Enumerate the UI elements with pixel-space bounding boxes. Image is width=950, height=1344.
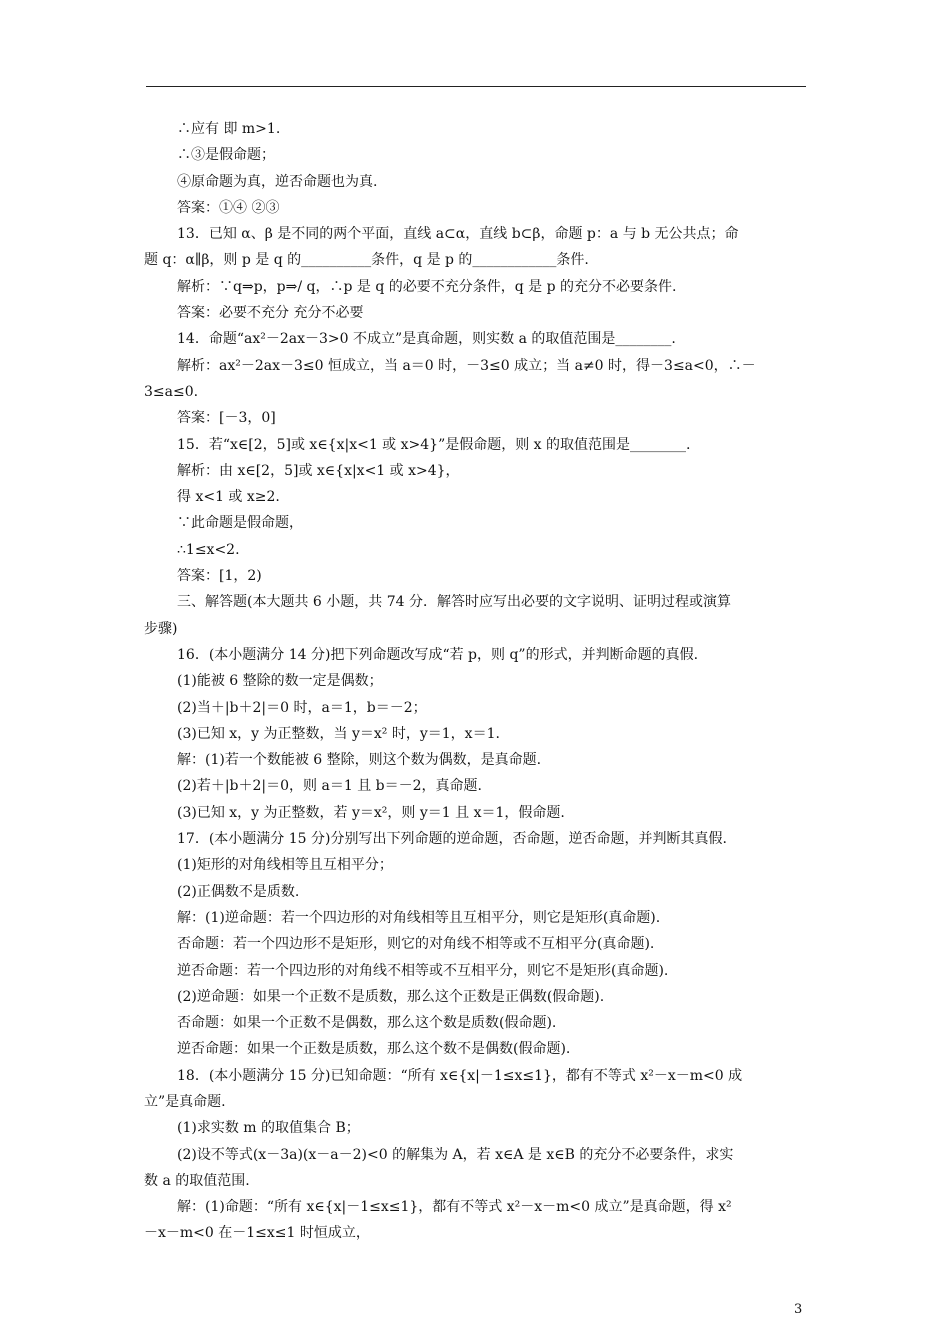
text-line: (3)已知 x，y 为正整数，当 y＝x² 时，y＝1，x＝1.	[177, 725, 500, 742]
text-line: 解：(1)逆命题：若一个四边形的对角线相等且互相平分，则它是矩形(真命题).	[177, 909, 661, 926]
text-line: 14．命题“ax²－2ax－3>0 不成立”是真命题，则实数 a 的取值范围是________.	[177, 331, 676, 348]
text-line: 15．若“x∈[2，5]或 x∈{x|x<1 或 x>4}”是假命题，则 x 的取值范围是________.	[177, 436, 691, 453]
text-line: －x－m<0 在－1≤x≤1 时恒成立，	[144, 1225, 370, 1242]
text-line: 13．已知 α、β 是不同的两个平面，直线 a⊂α，直线 b⊂β，命题 p：a 与 b 无公共点；命	[177, 226, 739, 243]
text-line: (2)逆命题：如果一个正数不是质数，那么这个正数是正偶数(假命题).	[177, 988, 605, 1005]
text-line: (2)若＋|b＋2|＝0，则 a＝1 且 b＝－2，真命题.	[177, 778, 482, 795]
text-line: 逆否命题：如果一个正数是质数，那么这个数不是偶数(假命题).	[177, 1041, 571, 1058]
text-line: 三、解答题(本大题共 6 小题，共 74 分．解答时应写出必要的文字说明、证明过程或演算	[177, 594, 731, 611]
text-line: 17．(本小题满分 15 分)分别写出下列命题的逆命题，否命题，逆否命题，并判断其真假.	[177, 831, 727, 848]
text-line: 答案：[1，2)	[177, 568, 262, 585]
text-line: 否命题：若一个四边形不是矩形，则它的对角线不相等或不互相平分(真命题).	[177, 936, 655, 953]
text-line: (1)矩形的对角线相等且互相平分；	[177, 857, 393, 874]
text-line: 18．(本小题满分 15 分)已知命题：“所有 x∈{x|－1≤x≤1}，都有不等式 x²－x－m<0 成	[177, 1067, 743, 1084]
text-line: 答案：[－3，0]	[177, 410, 276, 427]
text-line: (2)正偶数不是质数.	[177, 883, 300, 900]
text-line: ∴③是假命题；	[177, 147, 275, 164]
text-line: (3)已知 x，y 为正整数，若 y＝x²，则 y＝1 且 x＝1，假命题.	[177, 804, 565, 821]
text-line: ∴1≤x<2.	[177, 541, 240, 558]
text-line: ∴应有 即 m>1.	[177, 121, 281, 137]
text-line: ④原命题为真，逆否命题也为真.	[177, 173, 378, 190]
text-line: 数 a 的取值范围.	[144, 1172, 250, 1189]
text-line: (2)设不等式(x－3a)(x－a－2)<0 的解集为 A，若 x∈A 是 x∈B 的充分不必要条件，求实	[177, 1146, 734, 1163]
text-line: 得 x<1 或 x≥2.	[177, 489, 280, 506]
text-line: (1)求实数 m 的取值集合 B；	[177, 1120, 360, 1137]
text-line: 否命题：如果一个正数不是偶数，那么这个数是质数(假命题).	[177, 1015, 557, 1032]
text-line: ∵此命题是假命题，	[177, 515, 303, 532]
text-line: 步骤)	[144, 620, 178, 637]
text-line: 解：(1)命题：“所有 x∈{x|－1≤x≤1}，都有不等式 x²－x－m<0 成立”是真命题，得 x²	[177, 1199, 732, 1216]
text-line: 解：(1)若一个数能被 6 整除，则这个数为偶数，是真命题.	[177, 752, 542, 769]
text-line: 答案：①④ ②③	[177, 199, 280, 216]
document-body	[144, 116, 808, 1247]
text-line: 3≤a≤0.	[144, 383, 199, 400]
text-line: 解析：ax²－2ax－3≤0 恒成立，当 a＝0 时，－3≤0 成立；当 a≠0 时，得－3≤a<0，∴－	[177, 357, 756, 374]
text-line: 答案：必要不充分 充分不必要	[177, 305, 364, 322]
header-rule	[146, 86, 806, 87]
text-line: (2)当＋|b＋2|＝0 时，a＝1，b＝－2；	[177, 699, 427, 716]
text-line: 解析：∵q⇒p，p⇒/ q，∴p 是 q 的必要不充分条件，q 是 p 的充分不必要条件.	[177, 278, 677, 295]
text-line: 题 q：α∥β，则 p 是 q 的__________条件，q 是 p 的____________条件.	[144, 252, 589, 269]
page-number: 3	[794, 1302, 803, 1317]
text-line: 解析：由 x∈[2，5]或 x∈{x|x<1 或 x>4}，	[177, 462, 460, 479]
text-line: (1)能被 6 整除的数一定是偶数；	[177, 673, 383, 690]
text-line: 16．(本小题满分 14 分)把下列命题改写成“若 p，则 q”的形式，并判断命题的真假.	[177, 646, 699, 663]
text-line: 立”是真命题.	[144, 1093, 226, 1110]
text-line: 逆否命题：若一个四边形的对角线不相等或不互相平分，则它不是矩形(真命题).	[177, 962, 669, 979]
